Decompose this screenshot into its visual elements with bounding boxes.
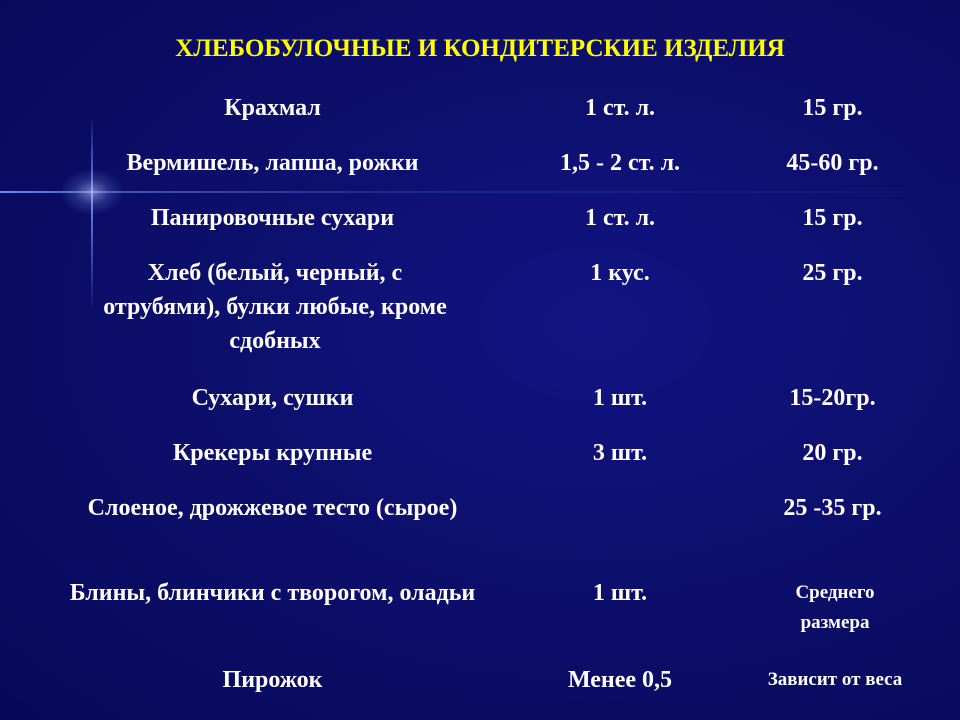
measure: 1 кус. <box>590 260 650 286</box>
weight: 45-60 гр. <box>786 150 879 176</box>
measure: 1 ст. л. <box>584 95 656 121</box>
product-name: Хлеб (белый, черный, с отрубями), булки любые, кроме сдобных <box>103 260 447 354</box>
product-name: Крахмал <box>224 95 321 121</box>
measure: 1,5 - 2 ст. л. <box>559 150 681 176</box>
weight: 15 гр. <box>802 95 863 121</box>
product-name: Пирожок <box>222 667 323 693</box>
product-name: Слоеное, дрожжевое тесто (сырое) <box>87 495 458 521</box>
product-name: Панировочные сухари <box>150 205 395 231</box>
product-name: Сухари, сушки <box>191 385 354 411</box>
weight: Зависит от веса <box>767 669 903 690</box>
decorative-horizontal-line <box>0 191 960 193</box>
product-name: Крекеры крупные <box>172 440 373 466</box>
measure: 1 ст. л. <box>584 205 656 231</box>
weight: 15-20гр. <box>789 385 876 411</box>
weight: 20 гр. <box>802 440 863 466</box>
weight: 15 гр. <box>802 205 863 231</box>
page-title: ХЛЕБОБУЛОЧНЫЕ И КОНДИТЕРСКИЕ ИЗДЕЛИЯ <box>175 35 785 62</box>
measure: 1 шт. <box>592 385 648 411</box>
measure: Менее 0,5 <box>567 667 673 693</box>
weight: 25 -35 гр. <box>783 495 882 521</box>
weight: 25 гр. <box>802 260 863 286</box>
product-name: Вермишель, лапша, рожки <box>126 150 419 176</box>
measure: 1 шт. <box>592 580 648 606</box>
measure: 3 шт. <box>592 440 648 466</box>
weight: Среднего размера <box>795 582 875 633</box>
product-name: Блины, блинчики с творогом, оладьи <box>69 580 476 606</box>
